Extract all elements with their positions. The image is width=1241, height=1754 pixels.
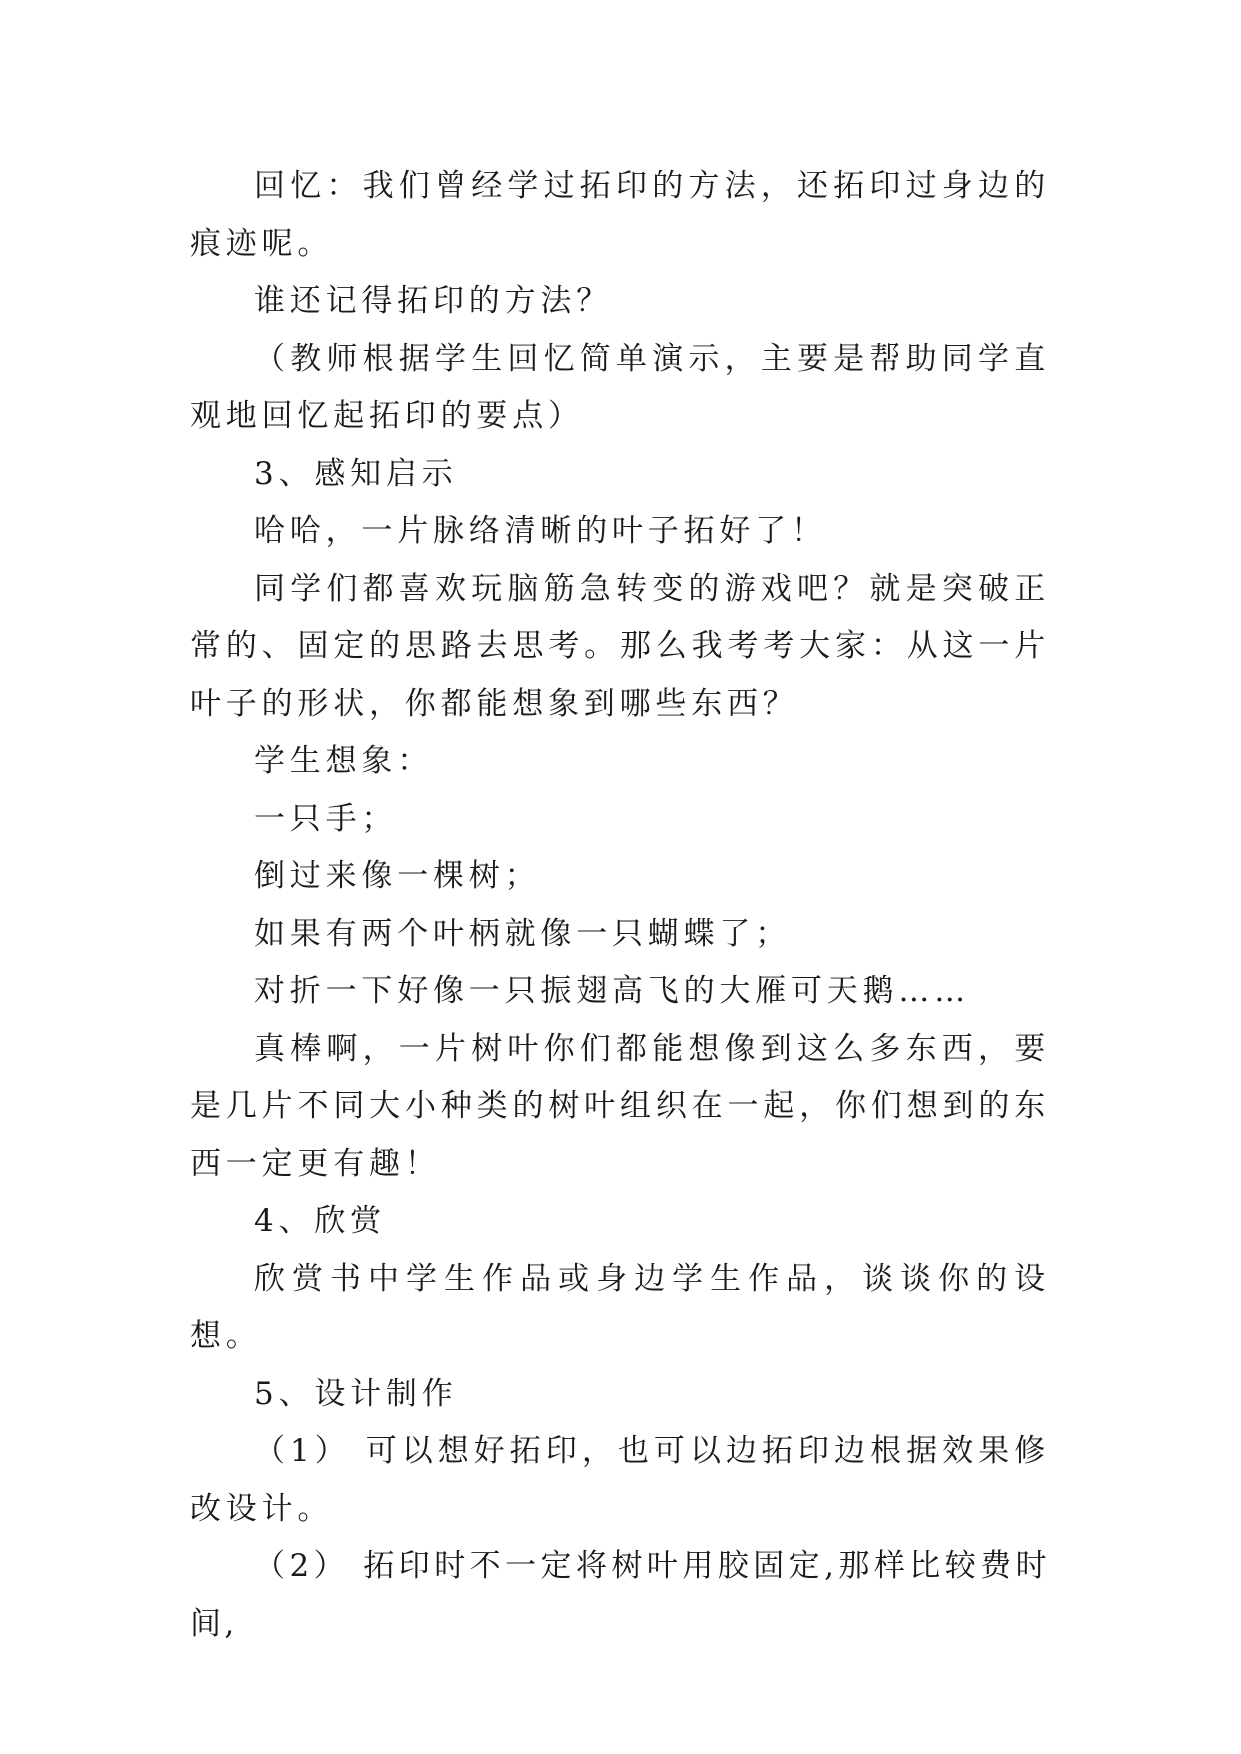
paragraph-praise: 真棒啊，一片树叶你们都能想像到这么多东西，要是几片不同大小种类的树叶组织在一起，你们想到的东西一定更有趣！ bbox=[190, 1030, 1050, 1182]
list-item-hand: 一只手； bbox=[254, 800, 398, 837]
paragraph-student-imagine: 学生想象： bbox=[254, 743, 433, 779]
section-heading-5: 5、设计制作 bbox=[254, 1375, 458, 1412]
paragraph-question: 谁还记得拓印的方法？ bbox=[254, 283, 612, 319]
list-item-goose: 对折一下好像一只振翅高飞的大雁可天鹅…… bbox=[254, 973, 970, 1009]
paragraph-appreciate: 欣赏书中学生作品或身边学生作品，谈谈你的设想。 bbox=[190, 1260, 1050, 1354]
paragraph-step-1: （1） 可以想好拓印，也可以边拓印边根据效果修改设计。 bbox=[190, 1433, 1050, 1527]
section-heading-3: 3、感知启示 bbox=[254, 455, 458, 492]
list-item-butterfly: 如果有两个叶柄就像一只蝴蝶了； bbox=[254, 915, 791, 952]
document-body bbox=[190, 158, 1050, 1653]
paragraph-teacher-demo: （教师根据学生回忆简单演示，主要是帮助同学直观地回忆起拓印的要点） bbox=[190, 340, 1050, 434]
list-item-tree: 倒过来像一棵树； bbox=[254, 858, 541, 894]
paragraph-brain-teaser: 同学们都喜欢玩脑筋急转变的游戏吧？就是突破正常的、固定的思路去思考。那么我考考大家：从这一片叶子的形状，你都能想象到哪些东西？ bbox=[190, 570, 1050, 722]
paragraph-recall: 回忆：我们曾经学过拓印的方法，还拓印过身边的痕迹呢。 bbox=[190, 168, 1050, 262]
paragraph-step-2: （2） 拓印时不一定将树叶用胶固定,那样比较费时间, bbox=[190, 1548, 1050, 1642]
paragraph-leaf-done: 哈哈，一片脉络清晰的叶子拓好了！ bbox=[254, 513, 827, 549]
section-heading-4: 4、欣赏 bbox=[254, 1203, 386, 1239]
